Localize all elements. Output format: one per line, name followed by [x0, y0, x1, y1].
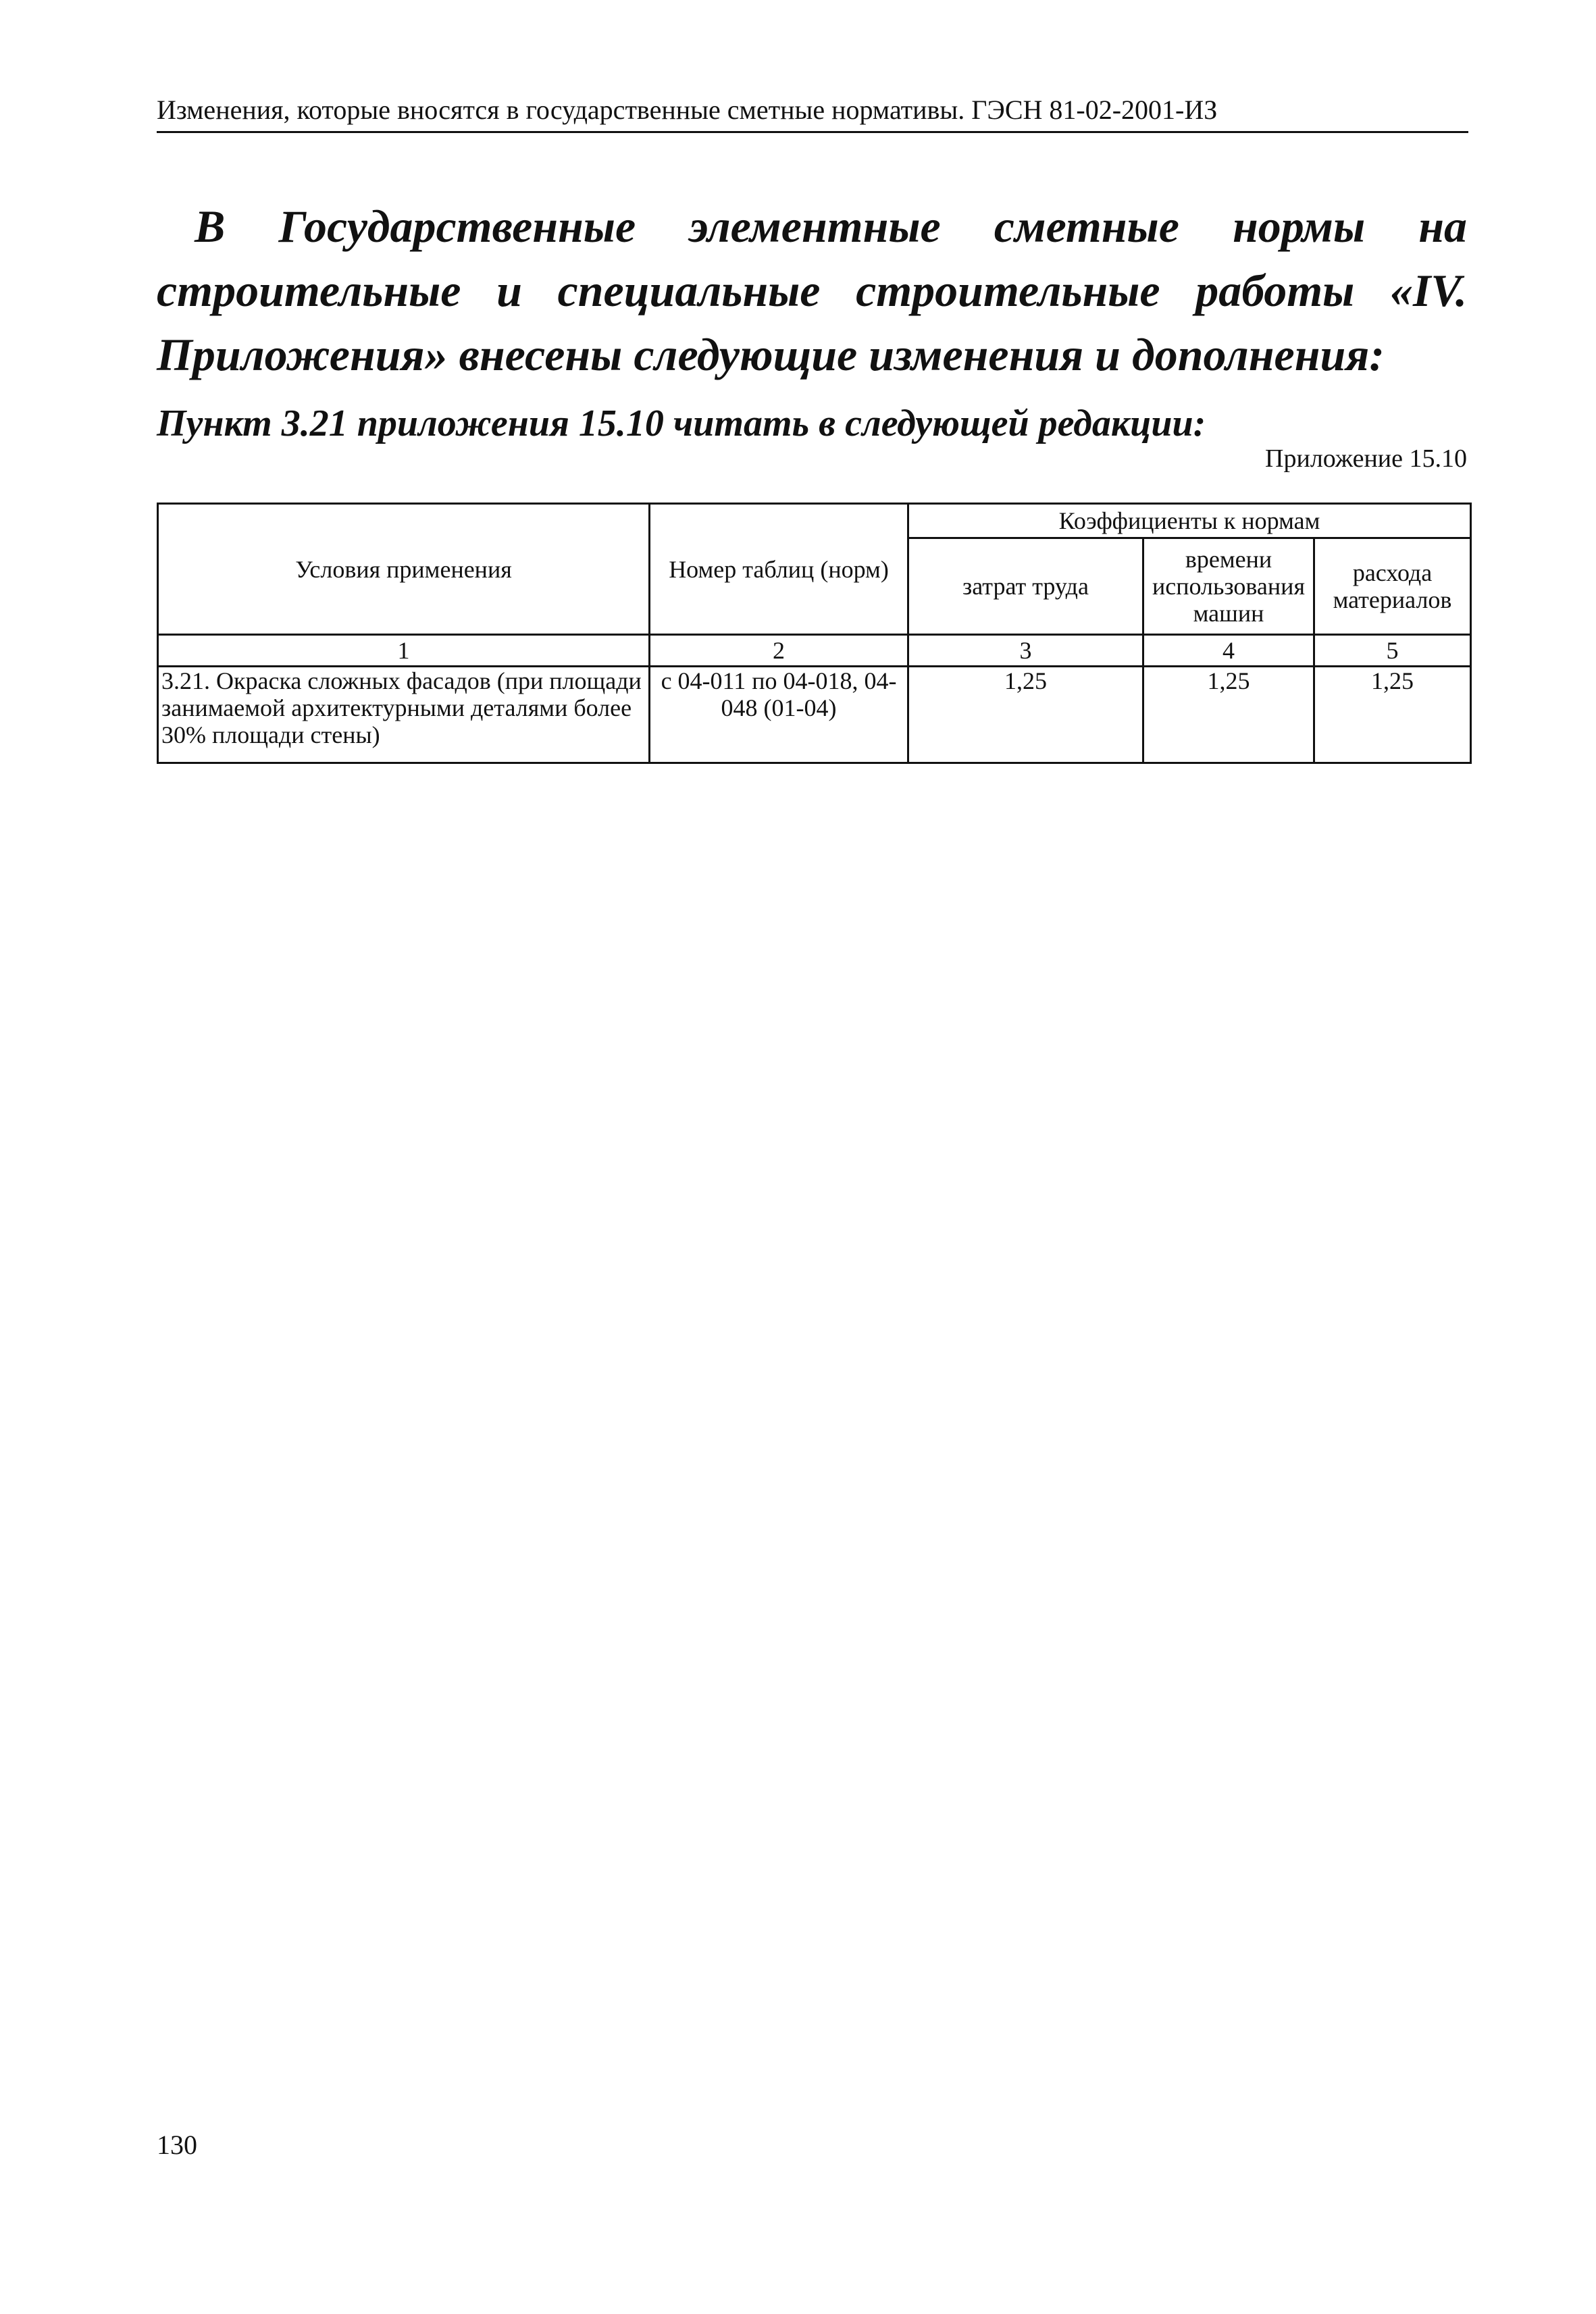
- cell-labor: 1,25: [908, 667, 1143, 763]
- cell-machine-time: 1,25: [1143, 667, 1314, 763]
- coefficients-table: [157, 503, 1472, 764]
- header-rule: [157, 131, 1468, 133]
- header-machine-time: времени использования машин: [1143, 538, 1314, 635]
- page-number: 130: [157, 2130, 197, 2160]
- cell-conditions: 3.21. Окраска сложных фасадов (при площади занимаемой архитектурными деталями более 30% площади стены): [158, 667, 650, 763]
- column-number: 5: [1314, 635, 1471, 667]
- paragraph-title: Пункт 3.21 приложения 15.10 читать в следующей редакции:: [157, 403, 1206, 444]
- header-table-numbers: Номер таблиц (норм): [650, 504, 908, 635]
- column-number: 3: [908, 635, 1143, 667]
- header-conditions: Условия применения: [158, 504, 650, 635]
- column-number: 2: [650, 635, 908, 667]
- appendix-label: Приложение 15.10: [1265, 444, 1467, 473]
- intro-paragraph: В Государственные элементные сметные нормы на строительные и специальные строительные работы «IV. Приложения» внесены следующие изменения и дополнения:: [157, 201, 1467, 380]
- header-coefficients-group: Коэффициенты к нормам: [908, 504, 1471, 538]
- table-row: [158, 667, 1471, 763]
- running-header: Изменения, которые вносятся в государственные сметные нормативы. ГЭСН 81-02-2001-ИЗ: [157, 95, 1218, 125]
- header-labor: затрат труда: [908, 538, 1143, 635]
- column-number: 1: [158, 635, 650, 667]
- cell-materials: 1,25: [1314, 667, 1471, 763]
- cell-table-numbers: с 04-011 по 04-018, 04-048 (01-04): [650, 667, 908, 763]
- column-number: 4: [1143, 635, 1314, 667]
- header-materials: расхода материалов: [1314, 538, 1471, 635]
